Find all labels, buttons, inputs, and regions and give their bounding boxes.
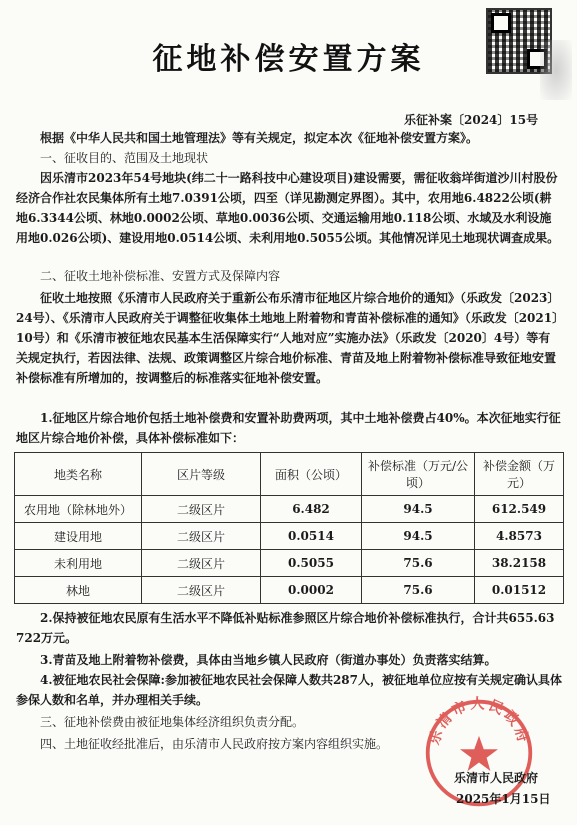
table-cell: 二级区片 — [142, 523, 261, 550]
table-cell: 94.5 — [362, 496, 475, 523]
table-row — [15, 523, 564, 550]
table-cell: 未利用地 — [15, 550, 142, 577]
issuer-name: 乐清市人民政府 — [454, 771, 539, 785]
qr-redaction — [540, 40, 572, 100]
intro-paragraph: 根据《中华人民共和国土地管理法》等有关规定，拟定本次《征地补偿安置方案》。 — [40, 131, 479, 145]
table-cell: 0.01512 — [475, 577, 564, 604]
compensation-table — [14, 452, 564, 604]
item2-paragraph: 2.保持被征地农民原有生活水平不降低补贴标准参照区片综合地价补偿标准执行，合计共655.63722万元。 — [16, 611, 555, 645]
table-cell: 6.482 — [261, 496, 362, 523]
star-icon — [460, 736, 498, 771]
seal-text: 乐清市人民政府 — [426, 696, 532, 747]
table-header-cell: 地类名称 — [15, 453, 142, 496]
table-row — [15, 496, 564, 523]
table-cell: 二级区片 — [142, 577, 261, 604]
table-header-cell: 补偿标准（万元/公顷） — [362, 453, 475, 496]
section1-body: 因乐清市2023年54号地块(纬二十一路科技中心建设项目)建设需要，需征收翁垟街道沙川村股份经济合作社农民集体所有土地7.0391公顷，四至（详见勘测定界图）。其中，农用地6.4822公顷(耕地6.3344公顷、林地0.0002公顷、草地0.0036公顷、交通运输用地0.118公顷、水域及水利设施用地0.026公顷)、建设用地0.0514公顷、未利用地0.5055公顷。其他情况详见土地现状调查成果。 — [16, 171, 560, 245]
section4-paragraph: 四、土地征收经批准后，由乐清市人民政府按方案内容组织实施。 — [40, 737, 389, 751]
table-header-row — [15, 453, 564, 496]
table-cell: 38.2158 — [475, 550, 564, 577]
issue-date: 2025年1月15日 — [456, 792, 551, 806]
table-header-cell: 区片等级 — [142, 453, 261, 496]
table-cell: 612.549 — [475, 496, 564, 523]
table-header-cell: 补偿金额（万元） — [475, 453, 564, 496]
table-row — [15, 550, 564, 577]
section2-item1: 1.征地区片综合地价包括土地补偿费和安置补助费两项，其中土地补偿费占40%。本次征地实行征地区片综合地价补偿，具体补偿标准如下： — [16, 411, 561, 445]
table-cell: 0.0514 — [261, 523, 362, 550]
table-cell: 二级区片 — [142, 496, 261, 523]
table-row — [15, 577, 564, 604]
section1-heading: 一、征收目的、范围及土地现状 — [40, 151, 209, 165]
table-cell: 75.6 — [362, 577, 475, 604]
section2-body: 征收土地按照《乐清市人民政府关于重新公布乐清市征地区片综合地价的通知》（乐政发〔2023〕24号）、《乐清市人民政府关于调整征收集体土地地上附着物和青苗补偿标准的通知》（乐政发〔2021〕10号）和《乐清市被征地农民基本生活保障实行“人地对应”实施办法》（乐政发〔2020〕4号）等有关规定执行，若因法律、法规、政策调整区片综合地价标准、青苗及地上附着物补偿标准导致征地安置补偿标准有所增加的，按调整后的标准落实征地补偿安置。 — [16, 291, 560, 385]
item4-paragraph: 4.被征地农民社会保障:参加被征地农民社会保障人数共287人，被征地单位应按有关规定确认具体参保人数和名单，并办理相关手续。 — [16, 673, 563, 707]
document-number: 乐征补案〔2024〕15号 — [404, 113, 539, 127]
item3-paragraph: 3.青苗及地上附着物补偿费，具体由当地乡镇人民政府（街道办事处）负责落实结算。 — [40, 653, 497, 667]
section2-heading: 二、征收土地补偿标准、安置方式及保障内容 — [40, 269, 281, 283]
section3-paragraph: 三、征地补偿费由被征地集体经济组织负责分配。 — [40, 715, 305, 729]
table-cell: 0.0002 — [261, 577, 362, 604]
table-cell: 二级区片 — [142, 550, 261, 577]
table-cell: 4.8573 — [475, 523, 564, 550]
table-cell: 75.6 — [362, 550, 475, 577]
table-cell: 94.5 — [362, 523, 475, 550]
document-title: 征地补偿安置方案 — [152, 42, 425, 77]
table-cell: 0.5055 — [261, 550, 362, 577]
table-cell: 林地 — [15, 577, 142, 604]
table-header-cell: 面积（公顷） — [261, 453, 362, 496]
table-cell: 农用地（除林地外） — [15, 496, 142, 523]
table-cell: 建设用地 — [15, 523, 142, 550]
